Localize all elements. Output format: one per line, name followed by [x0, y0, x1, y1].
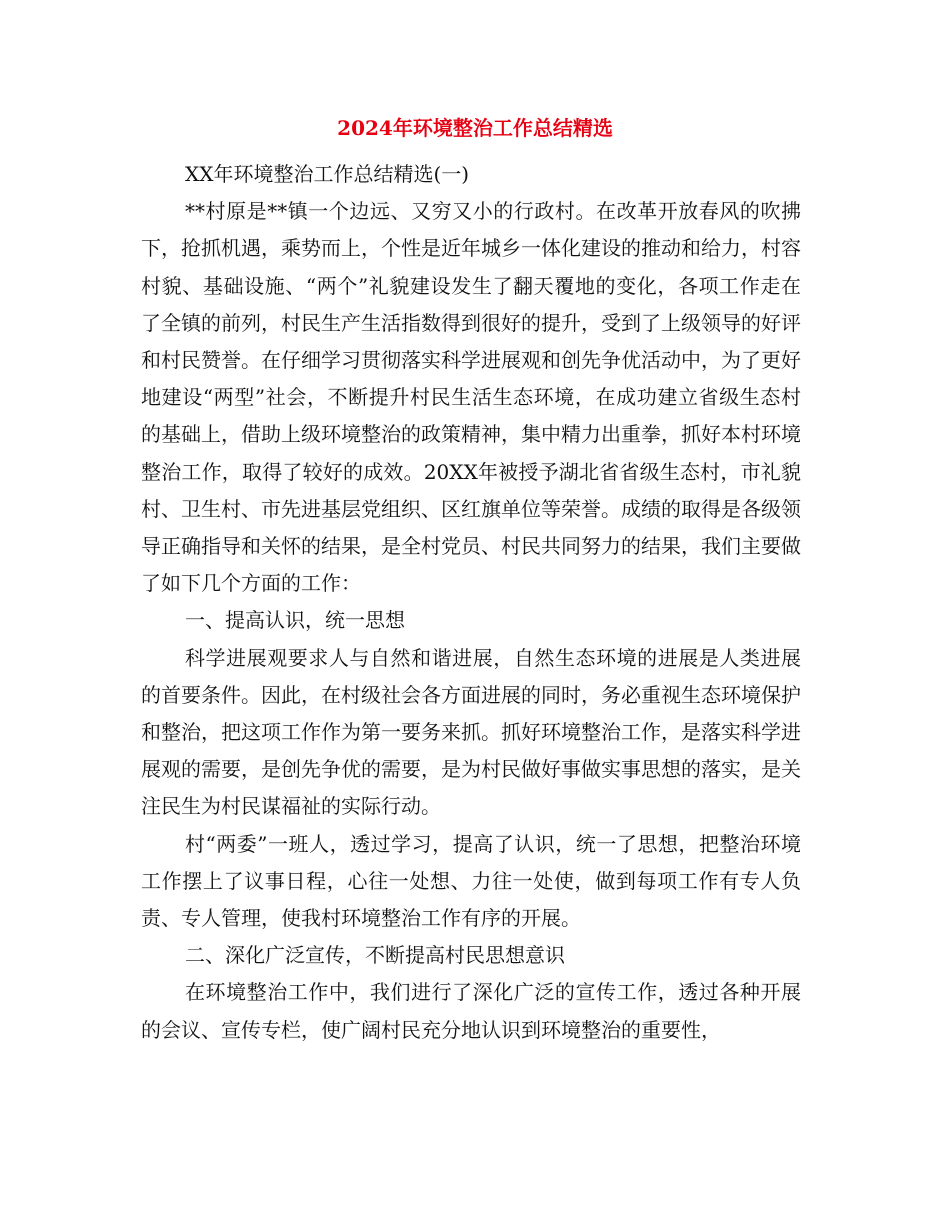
body-paragraph: 在环境整治工作中，我们进行了深化广泛的宣传工作，透过各种开展的会议、宣传专栏，使广阔村民充分地认识到环境整治的重要性，: [141, 980, 801, 1042]
section-heading: 二、深化广泛宣传，不断提高村民思想意识: [185, 943, 565, 968]
body-paragraph: 村“两委”一班人，透过学习，提高了认识，统一了思想，把整治环境工作摆上了议事日程，心往一处想、力往一处使，做到每项工作有专人负责、专人管理，使我村环境整治工作有序的开展。: [141, 831, 801, 931]
body-paragraph: **村原是**镇一个边远、又穷又小的行政村。在改革开放春风的吹拂下，抢抓机遇，乘势而上，个性是近年城乡一体化建设的推动和给力，村容村貌、基础设施、“两个”礼貌建设发生了翻天覆地的变化，各项工作走在了全镇的前列，村民生产生活指数得到很好的提升，受到了上级领导的好评和村民赞誉。在仔细学习贯彻落实科学进展观和创先争优活动中，为了更好地建设“两型”社会，不断提升村民生活生态环境，在成功建立省级生态村的基础上，借助上级环境整治的政策精神，集中精力出重拳，抓好本村环境整治工作，取得了较好的成效。20XX年被授予湖北省省级生态村，市礼貌村、卫生村、市先进基层党组织、区红旗单位等荣誉。成绩的取得是各级领导正确指导和关怀的结果，是全村党员、村民共同努力的结果，我们主要做了如下几个方面的工作：: [141, 199, 801, 596]
section-subtitle: XX年环境整治工作总结精选(一): [185, 162, 470, 186]
section-heading: 一、提高认识，统一思想: [185, 608, 405, 633]
document-title: 2024年环境整治工作总结精选: [337, 116, 613, 140]
body-paragraph: 科学进展观要求人与自然和谐进展，自然生态环境的进展是人类进展的首要条件。因此，在村级社会各方面进展的同时，务必重视生态环境保护和整治，把这项工作作为第一要务来抓。抓好环境整治工作，是落实科学进展观的需要，是创先争优的需要，是为村民做好事做实事思想的落实，是关注民生为村民谋福祉的实际行动。: [141, 645, 801, 819]
document-body: [141, 156, 801, 1049]
